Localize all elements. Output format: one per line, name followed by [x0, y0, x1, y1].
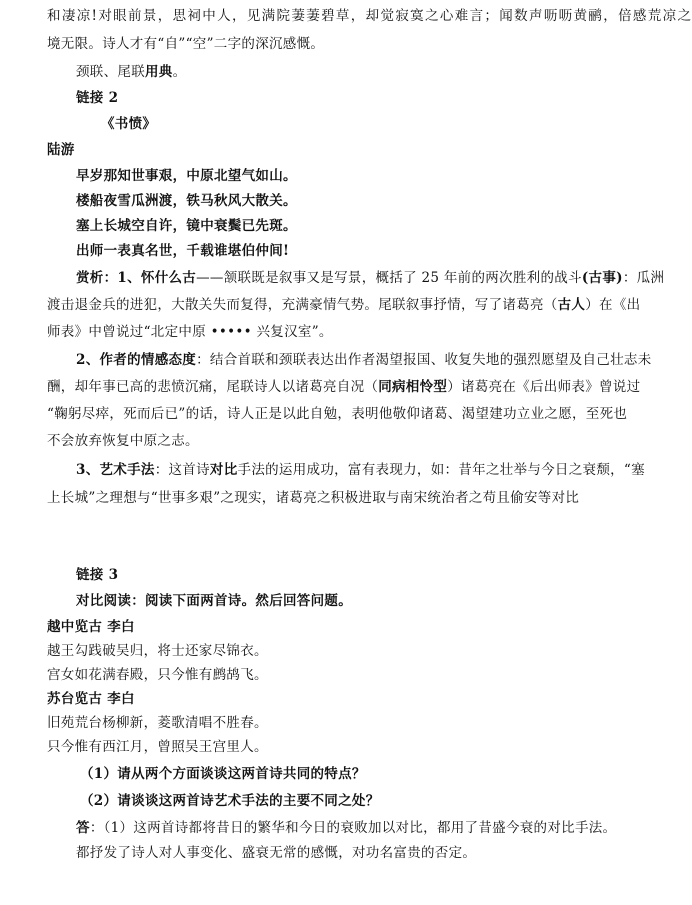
bold-text: 赏析：1、怀什么古 [76, 270, 197, 286]
text-run: ：（1）这两首诗都将昔日的繁华和今日的衰败加以对比，都用了昔盛今衰的对比手法。 [89, 820, 617, 836]
text-run: 。 [172, 64, 187, 80]
question-text: （1）请从两个方面谈谈这两首诗共同的特点？ [80, 766, 366, 782]
text-run: 手法的运用成功，富有表现力，如：昔年之壮举与今日之衰颓，“塞 [237, 462, 645, 478]
poem-title: 《书愤》 [101, 116, 157, 132]
poem-line: 楼船夜雪瓜洲渡，铁马秋风大散关。 [76, 193, 297, 209]
text-run: 颈联、尾联 [76, 64, 145, 80]
bold-text: 古人 [557, 297, 586, 313]
poem-title: 越中览古 李白 [47, 619, 135, 635]
section-heading: 链接 3 [76, 567, 119, 583]
text-run: ：这首诗 [154, 462, 210, 478]
poem-line: 早岁那知世事艰，中原北望气如山。 [76, 168, 297, 184]
answer-text [76, 818, 616, 838]
poem-line: 只今惟有西江月，曾照吴王宫里人。 [47, 739, 268, 755]
paragraph-line [76, 350, 652, 370]
text-run: ）诸葛亮在《后出师表》曾说过 [447, 379, 641, 395]
bold-text: 对比 [209, 462, 238, 478]
paragraph-line: “鞠躬尽瘁，死而后已”的话，诗人正是以此自勉，表明他敬仰诸葛、渴望建功立业之愿，至死也 [47, 406, 628, 422]
text-run: ）在《出 [585, 297, 641, 313]
text-run: ——颔联既是叙事又是写景，概括了 25 年前的两次胜利的战斗 [196, 270, 582, 286]
poem-line: 旧苑荒台杨柳新，菱歌清唱不胜春。 [47, 715, 268, 731]
text-run: ：结合首联和颈联表达出作者渴望报国、收复失地的强烈愿望及自己壮志未 [196, 352, 652, 368]
text-run: 酬，却年事已高的悲愤沉痛，尾联诗人以诸葛亮自况（ [47, 379, 379, 395]
paragraph-line: 不会放弃恢复中原之志。 [47, 433, 199, 449]
bold-text: 同病相怜型 [378, 379, 448, 395]
instruction-text: 对比阅读：阅读下面两首诗。然后回答问题。 [76, 593, 352, 609]
question-text: （2）请谈谈这两首诗艺术手法的主要不同之处？ [80, 793, 380, 809]
text-run: 渡击退金兵的进犯，大散关失而复得，充满豪情气势。尾联叙事抒情，写了诸葛亮（ [47, 297, 558, 313]
poem-line: 越王勾践破吴归，将士还家尽锦衣。 [47, 643, 268, 659]
poem-title: 苏台览古 李白 [47, 691, 135, 707]
text-run: ：瓜洲 [622, 270, 665, 286]
poem-line: 塞上长城空自许，镜中衰鬓已先斑。 [76, 218, 297, 234]
paragraph-line: 上长城”之理想与“世事多艰”之现实，诸葛亮之积极进取与南宋统治者之苟且偷安等对比 [47, 490, 580, 506]
paragraph-line: 师表》中曾说过“北定中原 ••••• 兴复汉室”。 [47, 324, 333, 340]
paragraph-line: 境无限。诗人才有“自”“空”二字的深沉感慨。 [47, 36, 325, 52]
paragraph-line [76, 62, 186, 82]
bold-text: 答 [76, 820, 90, 836]
paragraph-line [47, 295, 640, 315]
poem-author: 陆游 [47, 142, 75, 158]
paragraph-line [47, 377, 640, 397]
bold-text: (古事) [581, 270, 623, 286]
bold-text: 2、作者的情感态度 [76, 352, 197, 368]
poem-line: 出师一表真名世，千载谁堪伯仲间! [76, 243, 290, 259]
bold-text: 用典 [145, 64, 173, 80]
paragraph-line [76, 460, 645, 480]
answer-text: 都抒发了诗人对人事变化、盛衰无常的感慨，对功名富贵的否定。 [76, 845, 477, 861]
paragraph-line [76, 268, 664, 288]
section-heading: 链接 2 [76, 90, 119, 106]
bold-text: 3、艺术手法 [76, 462, 155, 478]
poem-line: 宫女如花满春殿，只今惟有鹧鸪飞。 [47, 667, 268, 683]
paragraph-line: 和凄凉!对眼前景，思祠中人，见满院萋萋碧草，却觉寂寞之心难言；闻数声呖呖黄鹂，倍感荒凉之 [47, 8, 692, 24]
